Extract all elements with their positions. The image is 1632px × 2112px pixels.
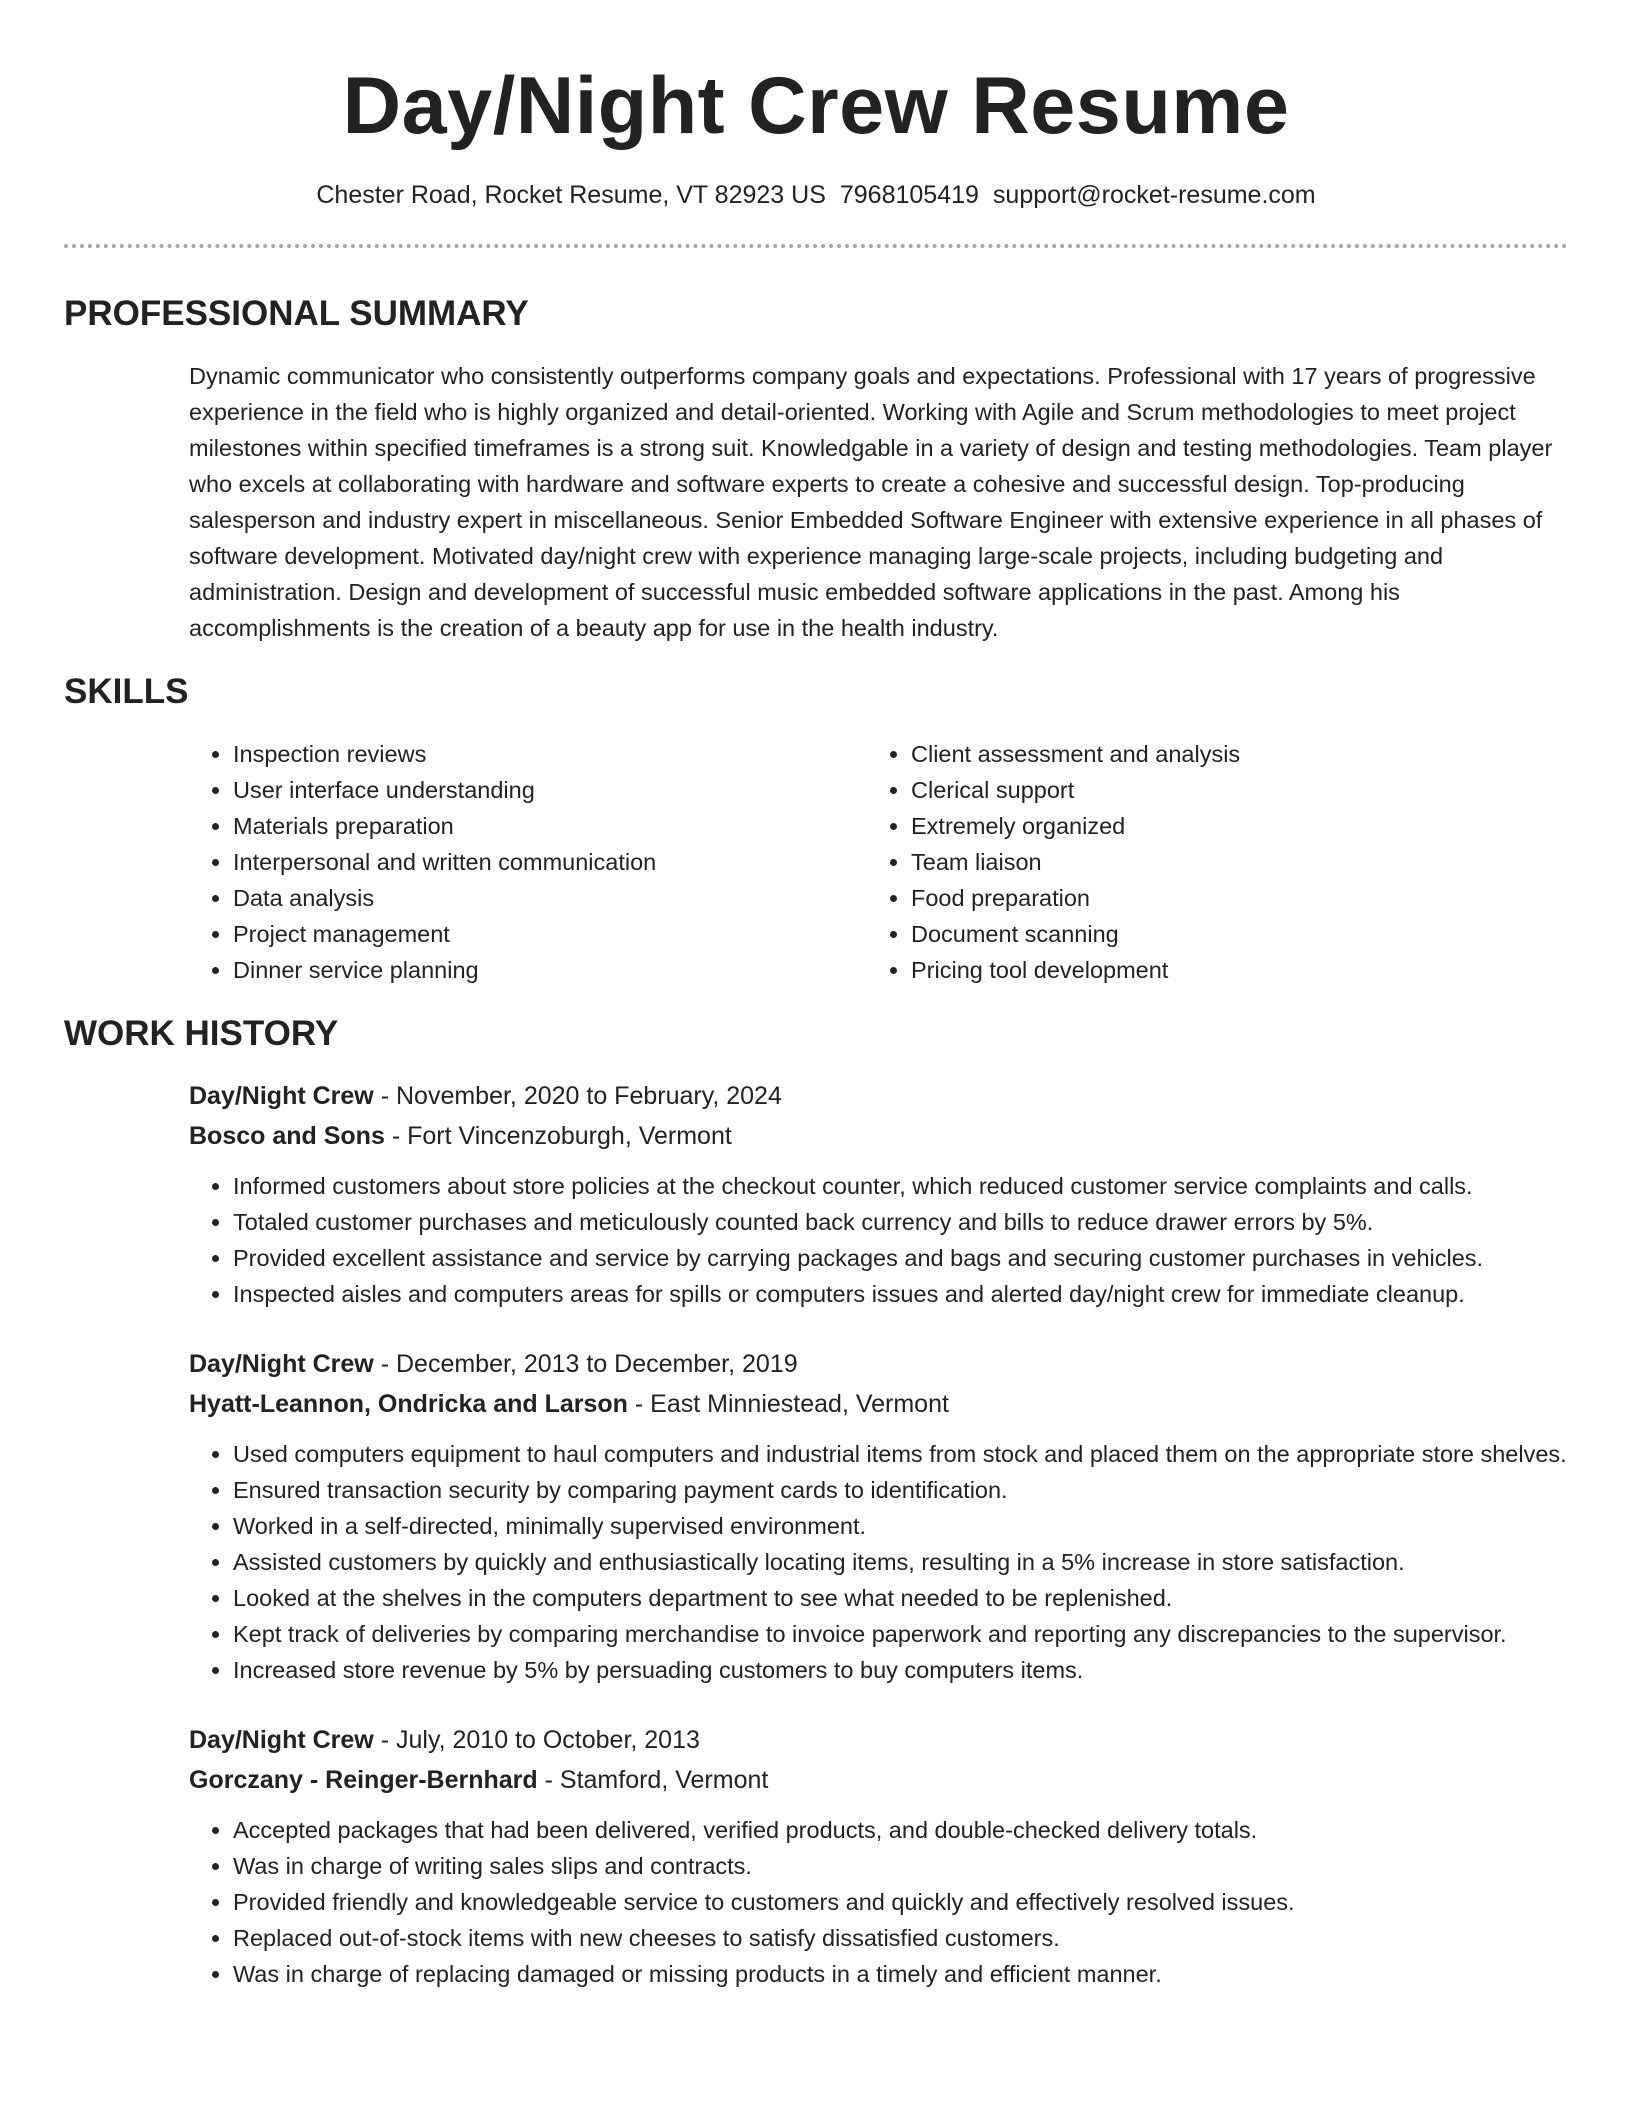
work-history-heading: WORK HISTORY [64, 1014, 339, 1053]
job-company: Bosco and Sons [189, 1122, 385, 1150]
job-bullet: • Ensured transaction security by comparing payment cards to identification. [233, 1472, 1568, 1508]
skills-column-right [867, 736, 1511, 988]
contact-email: support@rocket-resume.com [992, 181, 1316, 209]
summary-text: Dynamic communicator who consistently outperforms company goals and expectations. Professional with 17 years of progressive experience in the field who is highly organized and detail-oriented. Working with Agile and Scrum methodologies to meet project milestones within specified timeframes is a strong suit. Knowledgable in a variety of design and testing methodologies. Team player who excels at collaborating with hardware and software experts to create a cohesive and successful design. Top-producing salesperson and industry expert in miscellaneous. Senior Embedded Software Engineer with extensive experience in all phases of software development. Motivated day/night crew with experience managing large-scale projects, including budgeting and administration. Design and development of successful music embedded software applications in the past. Among his accomplishments is the creation of a beauty app for use in the health industry. [189, 363, 1553, 641]
job-bullets [189, 1168, 1568, 1312]
job-company-line [189, 1116, 1568, 1156]
contact-address: Chester Road, Rocket Resume, VT 82923 US [316, 181, 826, 209]
job-bullet: • Looked at the shelves in the computers department to see what needed to be replenished. [233, 1580, 1568, 1616]
job-dates: December, 2013 to December, 2019 [395, 1350, 798, 1378]
job-role: Day/Night Crew [189, 1726, 374, 1754]
contact-phone: 7968105419 [839, 181, 979, 209]
skills-column-left [189, 736, 867, 988]
job-bullet: • Used computers equipment to haul computers and industrial items from stock and placed them on the appropriate store shelves. [233, 1436, 1568, 1472]
job-bullet: • Kept track of deliveries by comparing merchandise to invoice paperwork and reporting any discrepancies to the supervisor. [233, 1616, 1568, 1652]
job-bullet: • Assisted customers by quickly and enthusiastically locating items, resulting in a 5% increase in store satisfaction. [233, 1544, 1568, 1580]
job-dates: July, 2010 to October, 2013 [395, 1726, 700, 1754]
job-entry [189, 1720, 1568, 1992]
skill-item: • Pricing tool development [911, 952, 1511, 988]
skill-item: • Project management [233, 916, 867, 952]
skill-item: • User interface understanding [233, 772, 867, 808]
job-company: Hyatt-Leannon, Ondricka and Larson [189, 1390, 628, 1418]
job-bullet: • Informed customers about store policies at the checkout counter, which reduced customer service complaints and calls. [233, 1168, 1568, 1204]
job-location: Fort Vincenzoburgh, Vermont [407, 1122, 732, 1150]
separator: - [373, 1726, 396, 1754]
skill-item: • Inspection reviews [233, 736, 867, 772]
job-bullet: • Provided excellent assistance and service by carrying packages and bags and securing customer purchases in vehicles. [233, 1240, 1568, 1276]
skills-list [189, 736, 1568, 988]
skill-item: • Team liaison [911, 844, 1511, 880]
job-entry [189, 1344, 1568, 1688]
separator: - [537, 1766, 560, 1794]
job-company-line [189, 1760, 1568, 1800]
job-bullets [189, 1436, 1568, 1688]
job-bullet: • Worked in a self-directed, minimally supervised environment. [233, 1508, 1568, 1544]
job-title-line [189, 1076, 1568, 1116]
skill-item: • Extremely organized [911, 808, 1511, 844]
job-dates: November, 2020 to February, 2024 [395, 1082, 782, 1110]
job-bullet: • Was in charge of writing sales slips and contracts. [233, 1848, 1568, 1884]
job-bullet: • Accepted packages that had been delivered, verified products, and double-checked delivery totals. [233, 1812, 1568, 1848]
separator: - [373, 1082, 396, 1110]
skill-item: • Document scanning [911, 916, 1511, 952]
summary-heading: PROFESSIONAL SUMMARY [64, 294, 529, 333]
job-role: Day/Night Crew [189, 1082, 374, 1110]
contact-line [64, 178, 1568, 212]
resume-title: Day/Night Crew Resume [342, 61, 1290, 151]
skill-item: • Materials preparation [233, 808, 867, 844]
job-entry [189, 1076, 1568, 1312]
separator: - [373, 1350, 396, 1378]
job-bullet: • Increased store revenue by 5% by persuading customers to buy computers items. [233, 1652, 1568, 1688]
job-title-line [189, 1344, 1568, 1384]
job-bullet: • Inspected aisles and computers areas for spills or computers issues and alerted day/night crew for immediate cleanup. [233, 1276, 1568, 1312]
work-history-list [189, 1076, 1568, 1992]
header-divider [64, 244, 1568, 248]
job-location: Stamford, Vermont [559, 1766, 769, 1794]
job-role: Day/Night Crew [189, 1350, 374, 1378]
separator: - [627, 1390, 651, 1418]
job-bullet: • Provided friendly and knowledgeable service to customers and quickly and effectively resolved issues. [233, 1884, 1568, 1920]
job-title-line [189, 1720, 1568, 1760]
skill-item: • Clerical support [911, 772, 1511, 808]
job-bullets [189, 1812, 1568, 1992]
job-bullet: • Replaced out-of-stock items with new cheeses to satisfy dissatisfied customers. [233, 1920, 1568, 1956]
job-company-line [189, 1384, 1568, 1424]
skill-item: • Interpersonal and written communication [233, 844, 867, 880]
job-bullet: • Totaled customer purchases and meticulously counted back currency and bills to reduce drawer errors by 5%. [233, 1204, 1568, 1240]
skill-item: • Data analysis [233, 880, 867, 916]
job-company: Gorczany - Reinger-Bernhard [189, 1766, 538, 1794]
skills-heading: SKILLS [64, 672, 189, 711]
job-location: East Minniestead, Vermont [650, 1390, 949, 1418]
separator: - [384, 1122, 408, 1150]
skill-item: • Client assessment and analysis [911, 736, 1511, 772]
skill-item: • Food preparation [911, 880, 1511, 916]
skill-item: • Dinner service planning [233, 952, 867, 988]
job-bullet: • Was in charge of replacing damaged or missing products in a timely and efficient manner. [233, 1956, 1568, 1992]
